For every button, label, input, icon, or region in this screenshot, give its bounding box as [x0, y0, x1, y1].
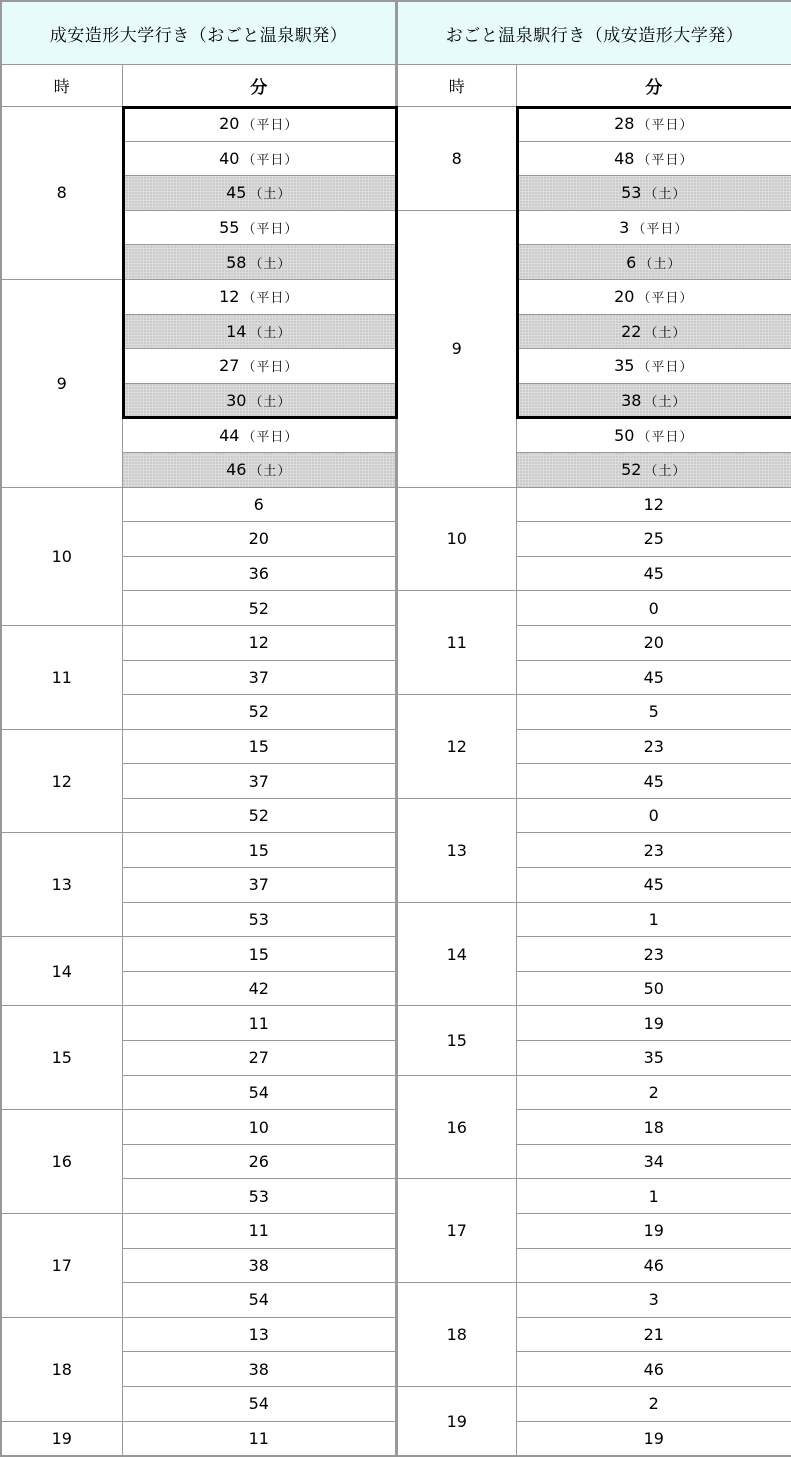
departure-minute: 2 [648, 1082, 659, 1102]
departure-minute: 44 [219, 425, 240, 445]
departure-minute: 14 [226, 321, 247, 341]
minute-cell [516, 902, 791, 937]
hour-cell: 12 [397, 695, 516, 799]
departure-minute: 52 [248, 806, 269, 826]
minute-cell [516, 556, 791, 591]
minute-cell [122, 245, 396, 280]
day-type-label: （土） [249, 187, 292, 203]
day-type-label: （平日） [242, 118, 299, 134]
departure-minute: 37 [248, 667, 269, 687]
table-row [1, 1110, 396, 1145]
departure-minute: 20 [614, 287, 635, 307]
table-row [397, 1075, 791, 1110]
minute-cell [516, 1006, 791, 1041]
minute-cell [122, 695, 396, 730]
table-row [1, 1421, 396, 1456]
departure-minute: 30 [226, 391, 247, 411]
departure-minute: 46 [226, 460, 247, 480]
minute-cell [122, 971, 396, 1006]
departure-minute: 13 [248, 1325, 269, 1345]
departure-minute: 54 [248, 1082, 269, 1102]
hour-column-header: 時 [1, 65, 122, 107]
minute-cell [516, 1248, 791, 1283]
minute-cell [516, 1144, 791, 1179]
hour-cell: 12 [1, 729, 122, 833]
minute-cell [516, 1317, 791, 1352]
day-type-label: （平日） [637, 429, 694, 445]
minute-cell [122, 833, 396, 868]
departure-minute: 52 [248, 702, 269, 722]
departure-minute: 19 [643, 1013, 664, 1033]
minute-cell [122, 1248, 396, 1283]
minute-cell [516, 349, 791, 384]
hour-cell: 9 [397, 210, 516, 487]
day-type-label: （土） [249, 395, 292, 411]
departure-minute: 35 [643, 1048, 664, 1068]
minute-cell [516, 1110, 791, 1145]
departure-minute: 12 [219, 287, 240, 307]
table-row [397, 1386, 791, 1421]
minute-cell [516, 1214, 791, 1249]
departure-minute: 27 [219, 356, 240, 376]
minute-cell [122, 1317, 396, 1352]
departure-minute: 15 [248, 944, 269, 964]
departure-minute: 52 [621, 460, 642, 480]
day-type-label: （平日） [242, 429, 299, 445]
hour-cell: 19 [1, 1421, 122, 1456]
departure-minute: 26 [248, 1152, 269, 1172]
departure-minute: 53 [248, 909, 269, 929]
day-type-label: （土） [644, 325, 687, 341]
hour-cell: 18 [1, 1317, 122, 1421]
minute-cell [122, 1214, 396, 1249]
day-type-label: （平日） [637, 360, 694, 376]
minute-cell [516, 1283, 791, 1318]
departure-minute: 28 [614, 114, 635, 134]
departure-minute: 15 [248, 736, 269, 756]
minute-cell [122, 314, 396, 349]
table-row [1, 833, 396, 868]
table-row [1, 625, 396, 660]
departure-minute: 35 [614, 356, 635, 376]
departure-minute: 11 [248, 1013, 269, 1033]
minute-cell [516, 245, 791, 280]
departure-minute: 58 [226, 252, 247, 272]
departure-minute: 53 [621, 183, 642, 203]
departure-minute: 37 [248, 875, 269, 895]
table-row [397, 487, 791, 522]
minute-cell [516, 107, 791, 142]
minute-cell [122, 141, 396, 176]
minute-cell [516, 1421, 791, 1456]
day-type-label: （平日） [637, 291, 694, 307]
hour-cell: 17 [1, 1214, 122, 1318]
hour-cell: 10 [1, 487, 122, 625]
departure-minute: 12 [248, 633, 269, 653]
minute-cell [516, 1352, 791, 1387]
minute-cell [122, 1421, 396, 1456]
table-row [1, 1214, 396, 1249]
minute-cell [516, 1041, 791, 1076]
minute-cell [516, 971, 791, 1006]
minute-cell [516, 729, 791, 764]
day-type-label: （平日） [242, 222, 299, 238]
departure-minute: 23 [643, 840, 664, 860]
departure-minute: 45 [643, 564, 664, 584]
minute-cell [122, 279, 396, 314]
departure-minute: 19 [643, 1428, 664, 1448]
minute-column-header: 分 [122, 65, 396, 107]
departure-minute: 1 [648, 1186, 659, 1206]
departure-minute: 11 [248, 1221, 269, 1241]
departure-minute: 45 [643, 875, 664, 895]
departure-minute: 21 [643, 1325, 664, 1345]
minute-cell [516, 937, 791, 972]
hour-cell: 13 [397, 798, 516, 902]
departure-minute: 19 [643, 1221, 664, 1241]
table-row [1, 107, 396, 142]
minute-cell [122, 1283, 396, 1318]
departure-minute: 11 [248, 1428, 269, 1448]
minute-cell [516, 141, 791, 176]
table-row [1, 279, 396, 314]
minute-cell [516, 695, 791, 730]
minute-cell [516, 176, 791, 211]
minute-cell [122, 1006, 396, 1041]
departure-minute: 45 [643, 771, 664, 791]
table-row [397, 902, 791, 937]
minute-cell [122, 383, 396, 418]
day-type-label: （土） [249, 464, 292, 480]
hour-cell: 17 [397, 1179, 516, 1283]
minute-cell [516, 591, 791, 626]
minute-cell [122, 1110, 396, 1145]
minute-cell [122, 210, 396, 245]
table-row [1, 1006, 396, 1041]
hour-cell: 15 [397, 1006, 516, 1075]
departure-minute: 36 [248, 564, 269, 584]
departure-minute: 18 [643, 1117, 664, 1137]
minute-cell [122, 349, 396, 384]
day-type-label: （平日） [242, 291, 299, 307]
minute-cell [122, 1386, 396, 1421]
day-type-label: （平日） [637, 118, 694, 134]
minute-cell [122, 1179, 396, 1214]
minute-cell [516, 279, 791, 314]
hour-cell: 9 [1, 279, 122, 487]
departure-minute: 48 [614, 148, 635, 168]
day-type-label: （土） [249, 325, 292, 341]
table-row [397, 798, 791, 833]
departure-minute: 54 [248, 1394, 269, 1414]
departure-minute: 23 [643, 944, 664, 964]
minute-cell [516, 452, 791, 487]
day-type-label: （土） [644, 187, 687, 203]
day-type-label: （平日） [632, 222, 689, 238]
departure-minute: 27 [248, 1048, 269, 1068]
hour-cell: 8 [1, 107, 122, 280]
departure-minute: 42 [248, 979, 269, 999]
minute-cell [122, 522, 396, 557]
minute-cell [516, 1179, 791, 1214]
hour-cell: 19 [397, 1386, 516, 1456]
minute-column-header: 分 [516, 65, 791, 107]
minute-cell [122, 937, 396, 972]
table-row [397, 695, 791, 730]
minute-cell [516, 314, 791, 349]
departure-minute: 52 [248, 598, 269, 618]
minute-cell [122, 902, 396, 937]
minute-cell [516, 418, 791, 453]
minute-cell [122, 176, 396, 211]
day-type-label: （土） [249, 256, 292, 272]
minute-cell [516, 1386, 791, 1421]
hour-cell: 11 [1, 625, 122, 729]
hour-cell: 13 [1, 833, 122, 937]
minute-cell [122, 798, 396, 833]
minute-cell [122, 1352, 396, 1387]
day-type-label: （土） [644, 395, 687, 411]
departure-minute: 40 [219, 148, 240, 168]
table-row [1, 937, 396, 972]
day-type-label: （土） [639, 256, 682, 272]
hour-cell: 16 [397, 1075, 516, 1179]
minute-cell [516, 1075, 791, 1110]
departure-minute: 10 [248, 1117, 269, 1137]
minute-cell [516, 625, 791, 660]
minute-cell [516, 487, 791, 522]
hour-cell: 18 [397, 1283, 516, 1387]
minute-cell [122, 1144, 396, 1179]
departure-minute: 12 [643, 494, 664, 514]
departure-minute: 23 [643, 736, 664, 756]
minute-cell [122, 729, 396, 764]
minute-cell [122, 418, 396, 453]
departure-minute: 50 [614, 425, 635, 445]
departure-minute: 20 [643, 633, 664, 653]
departure-minute: 20 [248, 529, 269, 549]
departure-minute: 54 [248, 1290, 269, 1310]
table-row [1, 729, 396, 764]
departure-minute: 45 [643, 667, 664, 687]
departure-minute: 46 [643, 1255, 664, 1275]
departure-minute: 3 [648, 1290, 659, 1310]
table-row [1, 487, 396, 522]
day-type-label: （平日） [242, 360, 299, 376]
minute-cell [516, 798, 791, 833]
departure-minute: 22 [621, 321, 642, 341]
departure-minute: 3 [619, 218, 630, 238]
hour-cell: 10 [397, 487, 516, 591]
departure-minute: 45 [226, 183, 247, 203]
departure-minute: 37 [248, 771, 269, 791]
departure-minute: 0 [648, 598, 659, 618]
minute-cell [516, 660, 791, 695]
timetable-title: 成安造形大学行き（おごと温泉駅発） [1, 1, 396, 65]
departure-minute: 53 [248, 1186, 269, 1206]
minute-cell [122, 591, 396, 626]
minute-cell [122, 1075, 396, 1110]
table-row [397, 591, 791, 626]
minute-cell [122, 452, 396, 487]
minute-cell [122, 107, 396, 142]
departure-minute: 38 [621, 391, 642, 411]
departure-minute: 50 [643, 979, 664, 999]
departure-minute: 6 [626, 252, 637, 272]
timetable-to-ogoto-onsen [396, 0, 791, 1457]
day-type-label: （平日） [242, 152, 299, 168]
departure-minute: 15 [248, 840, 269, 860]
minute-cell [516, 833, 791, 868]
hour-cell: 11 [397, 591, 516, 695]
minute-cell [122, 556, 396, 591]
departure-minute: 1 [648, 909, 659, 929]
table-row [397, 1283, 791, 1318]
departure-minute: 25 [643, 529, 664, 549]
departure-minute: 20 [219, 114, 240, 134]
departure-minute: 46 [643, 1359, 664, 1379]
minute-cell [516, 522, 791, 557]
hour-cell: 15 [1, 1006, 122, 1110]
departure-minute: 6 [253, 494, 264, 514]
table-row [397, 107, 791, 142]
minute-cell [122, 868, 396, 903]
departure-minute: 5 [648, 702, 659, 722]
minute-cell [516, 764, 791, 799]
minute-cell [122, 625, 396, 660]
timetable-title: おごと温泉駅行き（成安造形大学発） [397, 1, 791, 65]
day-type-label: （平日） [637, 152, 694, 168]
table-row [397, 1006, 791, 1041]
hour-cell: 14 [1, 937, 122, 1006]
departure-minute: 0 [648, 806, 659, 826]
hour-cell: 14 [397, 902, 516, 1006]
minute-cell [122, 1041, 396, 1076]
departure-minute: 34 [643, 1152, 664, 1172]
table-row [397, 210, 791, 245]
departure-minute: 2 [648, 1394, 659, 1414]
table-row [1, 1317, 396, 1352]
hour-cell: 8 [397, 107, 516, 211]
minute-cell [122, 487, 396, 522]
departure-minute: 38 [248, 1359, 269, 1379]
departure-minute: 38 [248, 1255, 269, 1275]
minute-cell [122, 660, 396, 695]
minute-cell [516, 383, 791, 418]
hour-column-header: 時 [397, 65, 516, 107]
minute-cell [516, 210, 791, 245]
departure-minute: 55 [219, 218, 240, 238]
table-row [397, 1179, 791, 1214]
minute-cell [122, 764, 396, 799]
minute-cell [516, 868, 791, 903]
day-type-label: （土） [644, 464, 687, 480]
hour-cell: 16 [1, 1110, 122, 1214]
